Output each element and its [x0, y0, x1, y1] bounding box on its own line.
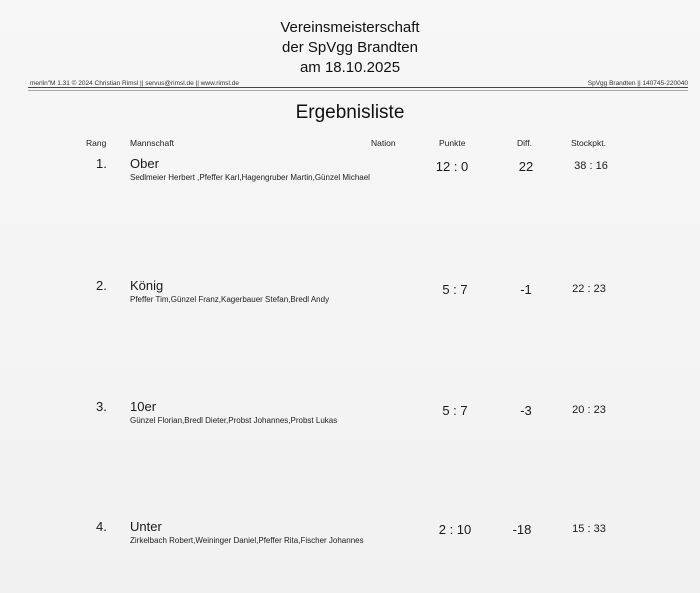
club-code: SpVgg Brandten || 140745-220040 — [587, 80, 688, 87]
row-points: 5 : 7 — [442, 403, 468, 418]
row-stock: 22 : 23 — [572, 283, 606, 295]
row-rank: 1. — [96, 156, 107, 171]
row-stock: 20 : 23 — [572, 404, 606, 416]
row-points: 12 : 0 — [435, 159, 469, 174]
result-row — [0, 519, 700, 559]
row-stock: 15 : 33 — [572, 523, 606, 535]
col-header-team: Mannschaft — [130, 138, 174, 148]
header-divider-secondary — [28, 90, 688, 91]
col-header-nation: Nation — [371, 138, 396, 148]
title-line-2: der SpVgg Brandten — [282, 39, 418, 56]
row-points: 5 : 7 — [442, 282, 468, 297]
row-rank: 2. — [96, 278, 107, 293]
row-rank: 3. — [96, 399, 107, 414]
row-players: Günzel Florian,Bredl Dieter,Probst Johannes,Probst Lukas — [130, 416, 338, 425]
document-title — [0, 18, 700, 78]
list-title: Ergebnisliste — [295, 102, 405, 123]
row-rank: 4. — [96, 519, 107, 534]
row-diff: 22 — [518, 159, 534, 174]
row-diff: -18 — [512, 522, 532, 537]
result-row — [0, 278, 700, 318]
col-header-rank: Rang — [86, 138, 107, 148]
col-header-diff: Diff. — [517, 138, 532, 148]
result-row — [0, 156, 700, 196]
row-team: König — [130, 278, 164, 293]
row-players: Sedlmeier Herbert ,Pfeffer Karl,Hagengruber Martin,Günzel Michael — [130, 173, 370, 182]
title-line-3: am 18.10.2025 — [299, 59, 401, 76]
row-diff: -3 — [520, 403, 532, 418]
row-diff: -1 — [520, 282, 532, 297]
row-players: Zirkelbach Robert,Weininger Daniel,Pfeffer Rita,Fischer Johannes — [130, 536, 364, 545]
result-row — [0, 399, 700, 439]
title-line-1: Vereinsmeisterschaft — [280, 19, 420, 36]
col-header-points: Punkte — [439, 138, 466, 148]
row-players: Pfeffer Tim,Günzel Franz,Kagerbauer Stefan,Bredl Andy — [130, 295, 330, 304]
col-header-stock: Stockpkt. — [571, 138, 606, 148]
row-team: 10er — [130, 399, 157, 414]
row-stock: 38 : 16 — [574, 160, 608, 172]
row-team: Ober — [130, 156, 159, 171]
header-divider — [28, 87, 688, 88]
row-team: Unter — [130, 519, 162, 534]
software-credit: merlin"M 1.31 © 2024 Christian Rimsl || servus@rimsl.de || www.rimsl.de — [30, 80, 239, 87]
row-points: 2 : 10 — [438, 522, 472, 537]
